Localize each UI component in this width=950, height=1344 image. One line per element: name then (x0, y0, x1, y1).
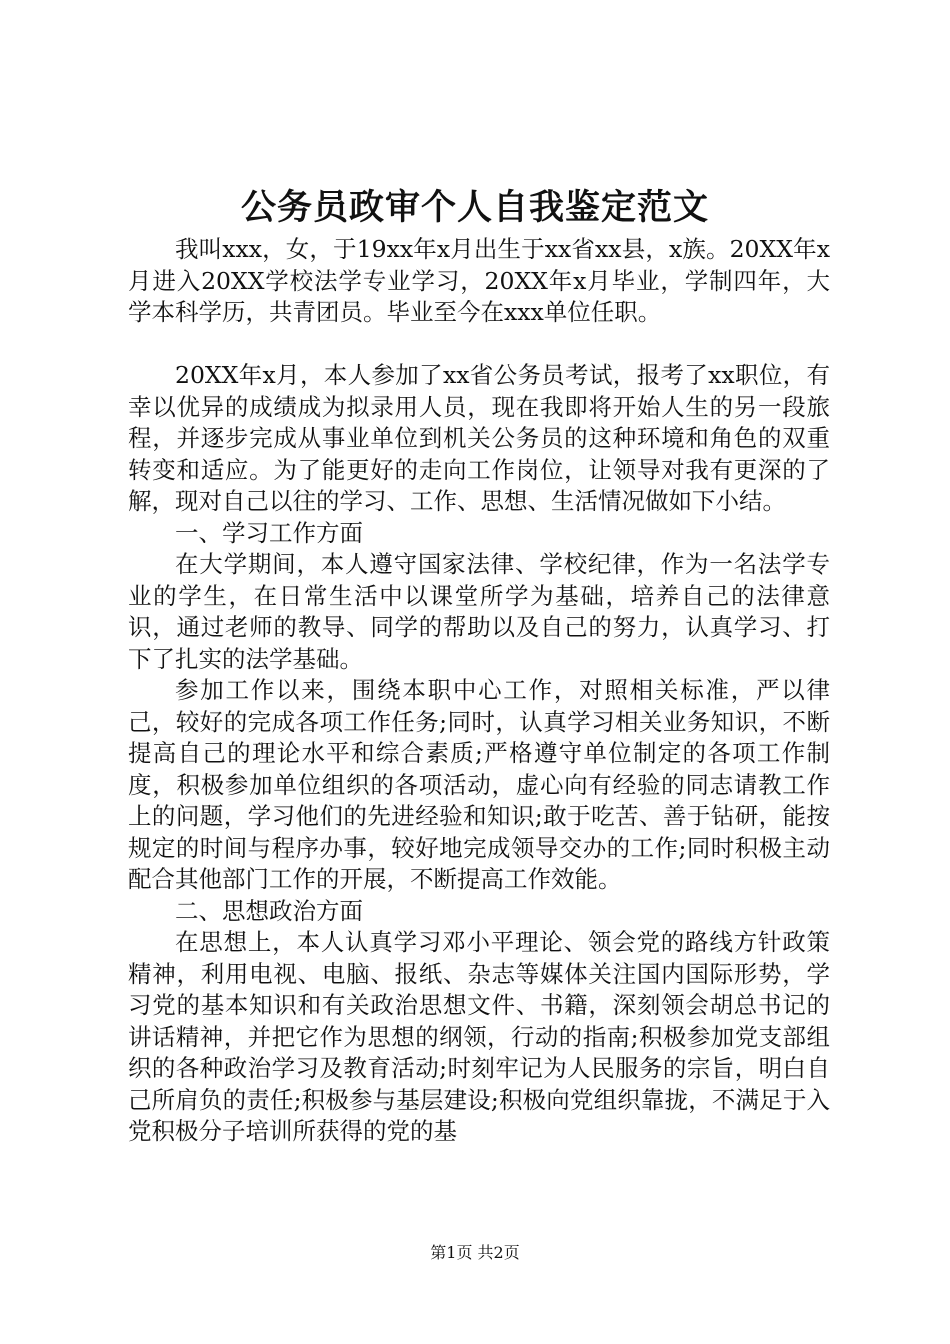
paragraph-university: 在大学期间，本人遵守国家法律、学校纪律，作为一名法学专业的学生，在日常生活中以课堂所学为基础，培养自己的法律意识，通过老师的教导、同学的帮助以及自己的努力，认真学习、打下了扎实的法学基础。 (128, 550, 830, 673)
section-heading-political: 二、思想政治方面 (175, 896, 363, 925)
section-heading-study-work: 一、学习工作方面 (175, 518, 363, 547)
document-body (128, 234, 830, 1148)
paragraph-intro: 我叫xxx，女，于19xx年x月出生于xx省xx县，x族。20XX年x月进入20XX学校法学专业学习，20XX年x月毕业，学制四年，大学本科学历，共青团员。毕业至今在xxx单位任职。 (128, 235, 830, 326)
page-number-footer: 第1页 共2页 (430, 1243, 520, 1262)
paragraph-political: 在思想上，本人认真学习邓小平理论、领会党的路线方针政策精神，利用电视、电脑、报纸、杂志等媒体关注国内国际形势，学习党的基本知识和有关政治思想文件、书籍，深刻领会胡总书记的讲话精神，并把它作为思想的纲领，行动的指南;积极参加党支部组织的各种政治学习及教育活动;时刻牢记为人民服务的宗旨，明白自己所肩负的责任;积极参与基层建设;积极向党组织靠拢，不满足于入党积极分子培训所获得的党的基 (128, 928, 830, 1145)
paragraph-exam: 20XX年x月，本人参加了xx省公务员考试，报考了xx职位，有幸以优异的成绩成为拟录用人员，现在我即将开始人生的另一段旅程，并逐步完成从事业单位到机关公务员的这种环境和角色的双重转变和适应。为了能更好的走向工作岗位，让领导对我有更深的了解，现对自己以往的学习、工作、思想、生活情况做如下小结。 (128, 361, 830, 515)
paragraph-work: 参加工作以来，围绕本职中心工作，对照相关标准，严以律己，较好的完成各项工作任务;同时，认真学习相关业务知识，不断提高自己的理论水平和综合素质;严格遵守单位制定的各项工作制度，积极参加单位组织的各项活动，虚心向有经验的同志请教工作上的问题，学习他们的先进经验和知识;敢于吃苦、善于钻研，能按规定的时间与程序办事，较好地完成领导交办的工作;同时积极主动配合其他部门工作的开展，不断提高工作效能。 (128, 676, 830, 893)
document-title: 公务员政审个人自我鉴定范文 (240, 188, 709, 228)
